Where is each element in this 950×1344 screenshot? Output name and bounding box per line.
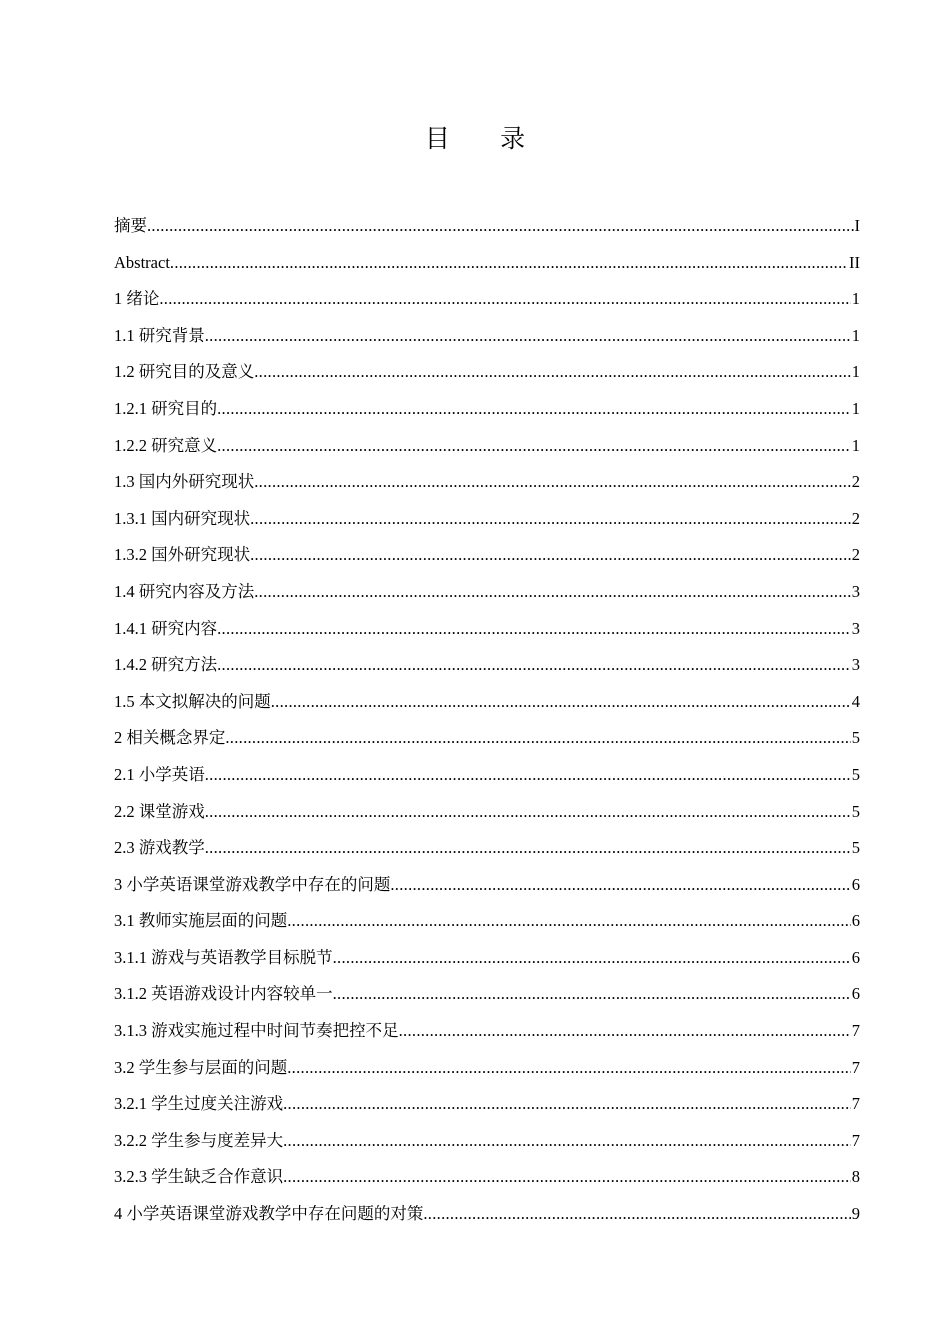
toc-entry-label: 1.4 研究内容及方法 [114, 581, 255, 601]
toc-entry-page-number: 7 [851, 1094, 860, 1114]
toc-entry-page-number: 6 [851, 984, 860, 1004]
toc-dot-leader [217, 611, 851, 648]
toc-entry-page-number: 6 [851, 911, 860, 931]
toc-entry [114, 867, 860, 904]
toc-entry [114, 940, 860, 977]
toc-dot-leader [390, 867, 850, 904]
toc-entry-page-number: 1 [851, 398, 860, 418]
toc-entry-label: 1.5 本文拟解决的问题 [114, 691, 271, 711]
toc-dot-leader [283, 1086, 851, 1123]
toc-entry-label: 3.1.2 英语游戏设计内容较单一 [114, 984, 333, 1004]
toc-entry-label: 2 相关概念界定 [114, 728, 226, 748]
toc-entry [114, 428, 860, 465]
toc-entry-page-number: 6 [851, 947, 860, 967]
toc-entry-label: 3.2.1 学生过度关注游戏 [114, 1094, 284, 1114]
toc-entry [114, 903, 860, 940]
toc-dot-leader [287, 1050, 851, 1087]
toc-entry [114, 1086, 860, 1123]
page-title: 目 录 [424, 126, 548, 153]
toc-entry [114, 1159, 860, 1196]
toc-dot-leader [287, 903, 851, 940]
toc-dot-leader [217, 428, 851, 465]
toc-dot-leader [225, 720, 850, 757]
toc-entry-label: 1 绪论 [114, 289, 160, 309]
table-of-contents [114, 208, 860, 1233]
toc-entry-page-number: 7 [851, 1130, 860, 1150]
toc-dot-leader [205, 794, 851, 831]
toc-entry [114, 391, 860, 428]
toc-dot-leader [399, 1013, 851, 1050]
toc-entry [114, 1013, 860, 1050]
toc-dot-leader [250, 537, 851, 574]
toc-dot-leader [217, 647, 851, 684]
toc-entry-page-number: 2 [851, 508, 860, 528]
toc-entry-label: 摘要 [114, 216, 147, 235]
toc-entry-page-number: 9 [851, 1204, 860, 1224]
toc-entry-page-number: 5 [851, 801, 860, 821]
toc-dot-leader [205, 318, 851, 355]
toc-entry-label: 1.3.2 国外研究现状 [114, 545, 251, 565]
toc-entry [114, 501, 860, 538]
toc-entry [114, 794, 860, 831]
toc-entry-label: 3.2.3 学生缺乏合作意识 [114, 1167, 284, 1187]
toc-entry [114, 1123, 860, 1160]
toc-dot-leader [333, 940, 851, 977]
toc-dot-leader [159, 281, 850, 318]
toc-dot-leader [250, 501, 851, 538]
toc-dot-leader [423, 1196, 850, 1233]
toc-entry-page-number: 1 [851, 435, 860, 455]
toc-entry-label: 1.2 研究目的及意义 [114, 362, 255, 382]
toc-entry [114, 1050, 860, 1087]
toc-dot-leader [170, 245, 848, 282]
toc-entry-label: 2.3 游戏教学 [114, 838, 205, 858]
toc-entry-label: 3.1.3 游戏实施过程中时间节奏把控不足 [114, 1021, 399, 1041]
toc-entry-page-number: 2 [851, 472, 860, 492]
toc-entry [114, 208, 860, 245]
toc-entry-label: 4 小学英语课堂游戏教学中存在问题的对策 [114, 1204, 424, 1224]
toc-entry [114, 245, 860, 282]
toc-entry-page-number: II [849, 252, 860, 272]
toc-entry [114, 318, 860, 355]
toc-entry-page-number: 3 [851, 655, 860, 675]
toc-dot-leader [205, 757, 851, 794]
toc-entry [114, 830, 860, 867]
toc-dot-leader [254, 574, 851, 611]
toc-entry-page-number: 5 [851, 838, 860, 858]
toc-entry-page-number: 5 [851, 728, 860, 748]
toc-dot-leader [147, 208, 854, 245]
toc-dot-leader [333, 976, 851, 1013]
toc-entry-label: 1.1 研究背景 [114, 325, 205, 345]
toc-entry-label: 3.1 教师实施层面的问题 [114, 911, 288, 931]
toc-entry-page-number: 1 [851, 289, 860, 309]
toc-entry-page-number: 4 [851, 691, 860, 711]
toc-entry-label: 3.2.2 学生参与度差异大 [114, 1130, 284, 1150]
toc-entry [114, 281, 860, 318]
toc-entry-page-number: 1 [851, 325, 860, 345]
toc-entry-label: 3 小学英语课堂游戏教学中存在的问题 [114, 874, 391, 894]
toc-entry-label: 2.1 小学英语 [114, 764, 205, 784]
toc-entry-label: Abstract [114, 252, 170, 272]
toc-dot-leader [283, 1159, 851, 1196]
toc-entry [114, 464, 860, 501]
toc-entry-label: 3.1.1 游戏与英语教学目标脱节 [114, 947, 333, 967]
toc-entry [114, 976, 860, 1013]
toc-dot-leader [254, 464, 851, 501]
toc-entry [114, 757, 860, 794]
toc-entry-label: 1.4.2 研究方法 [114, 655, 218, 675]
toc-dot-leader [254, 354, 851, 391]
toc-entry [114, 684, 860, 721]
toc-entry-page-number: 1 [851, 362, 860, 382]
toc-dot-leader [271, 684, 851, 721]
toc-entry-page-number: 6 [851, 874, 860, 894]
toc-entry [114, 611, 860, 648]
toc-entry-label: 1.3.1 国内研究现状 [114, 508, 251, 528]
toc-entry-label: 3.2 学生参与层面的问题 [114, 1057, 288, 1077]
toc-entry-label: 1.4.1 研究内容 [114, 618, 218, 638]
toc-entry-page-number: 3 [851, 581, 860, 601]
toc-entry-page-number: 7 [851, 1021, 860, 1041]
toc-entry [114, 720, 860, 757]
toc-entry [114, 574, 860, 611]
toc-entry-page-number: 3 [851, 618, 860, 638]
toc-entry [114, 537, 860, 574]
toc-dot-leader [217, 391, 851, 428]
toc-dot-leader [283, 1123, 851, 1160]
toc-entry-page-number: 2 [851, 545, 860, 565]
toc-entry-label: 1.3 国内外研究现状 [114, 472, 255, 492]
toc-entry-label: 2.2 课堂游戏 [114, 801, 205, 821]
toc-entry-page-number: 8 [851, 1167, 860, 1187]
toc-entry [114, 354, 860, 391]
toc-entry-page-number: 7 [851, 1057, 860, 1077]
toc-dot-leader [205, 830, 851, 867]
toc-entry [114, 1196, 860, 1233]
toc-entry-label: 1.2.1 研究目的 [114, 398, 218, 418]
toc-entry-label: 1.2.2 研究意义 [114, 435, 218, 455]
toc-entry-page-number: 5 [851, 764, 860, 784]
toc-entry [114, 647, 860, 684]
toc-entry-page-number: I [854, 216, 860, 235]
